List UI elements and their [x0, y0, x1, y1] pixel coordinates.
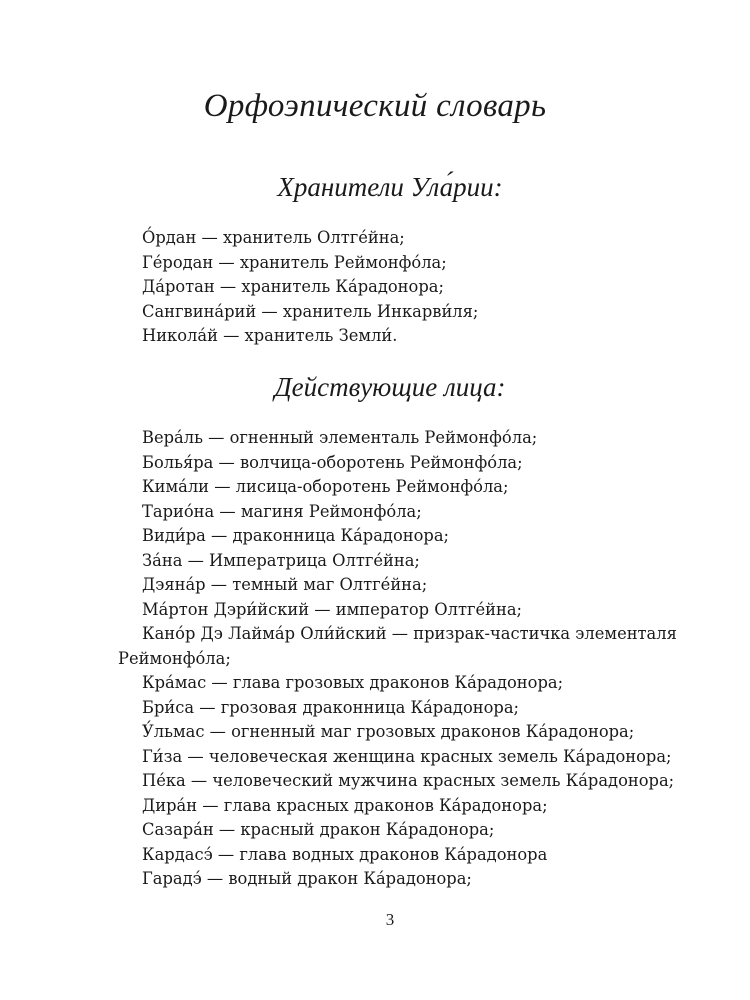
list-item: Кано́р Дэ Лайма́р Оли́йский — призрак-частичка элементаля [142, 624, 677, 643]
characters-list [118, 426, 678, 892]
list-item: Пе́ка — человеческий мужчина красных земель Ка́радонора; [142, 771, 675, 790]
list-item: Вера́ль — огненный элементаль Реймонфо́ла; [142, 428, 538, 447]
keepers-heading: Хранители Ула́рии: [277, 172, 503, 202]
keepers-list [118, 226, 678, 349]
list-item: Тарио́на — магиня Реймонфо́ла; [142, 501, 422, 521]
list-item: У́льмас — огненный маг грозовых драконов Ка́радонора; [142, 722, 635, 741]
list-item: Гарадэ́ — водный дракон Ка́радонора; [142, 869, 472, 888]
list-item: Дэяна́р — темный маг Олтге́йна; [142, 575, 428, 594]
list-item: Бри́са — грозовая драконница Ка́радонора; [142, 697, 520, 717]
list-item: Да́ротан — хранитель Ка́радонора; [142, 277, 444, 296]
list-item: Кра́мас — глава грозовых драконов Ка́радонора; [142, 673, 564, 692]
list-item: Сангвина́рий — хранитель Инкарви́ля; [142, 301, 479, 321]
list-item: Сазара́н — красный дракон Ка́радонора; [142, 820, 495, 839]
characters-heading: Действующие лица: [274, 372, 506, 402]
list-item: Ма́ртон Дэри́йский — император Олтге́йна; [142, 599, 523, 619]
page-title: Орфоэпический словарь [203, 88, 547, 124]
list-item: Никола́й — хранитель Земли́. [142, 326, 398, 345]
list-item: Ге́родан — хранитель Реймонфо́ла; [142, 252, 447, 272]
list-item: Види́ра — драконница Ка́радонора; [142, 526, 450, 545]
list-item: Кардасэ́ — глава водных драконов Ка́радонора [142, 844, 548, 864]
list-item: Ги́за — человеческая женщина красных земель Ка́радонора; [142, 746, 672, 766]
list-item-continuation: Реймонфо́ла; [118, 648, 231, 668]
list-item: Кима́ли — лисица-оборотень Реймонфо́ла; [142, 477, 509, 496]
list-item: О́рдан — хранитель Олтге́йна; [142, 228, 405, 247]
list-item: Болья́ра — волчица-оборотень Реймонфо́ла; [142, 452, 523, 472]
list-item: За́на — Императрица Олтге́йна; [142, 550, 420, 570]
page-number: 3 [385, 910, 395, 929]
list-item: Дира́н — глава красных драконов Ка́радонора; [142, 795, 548, 815]
